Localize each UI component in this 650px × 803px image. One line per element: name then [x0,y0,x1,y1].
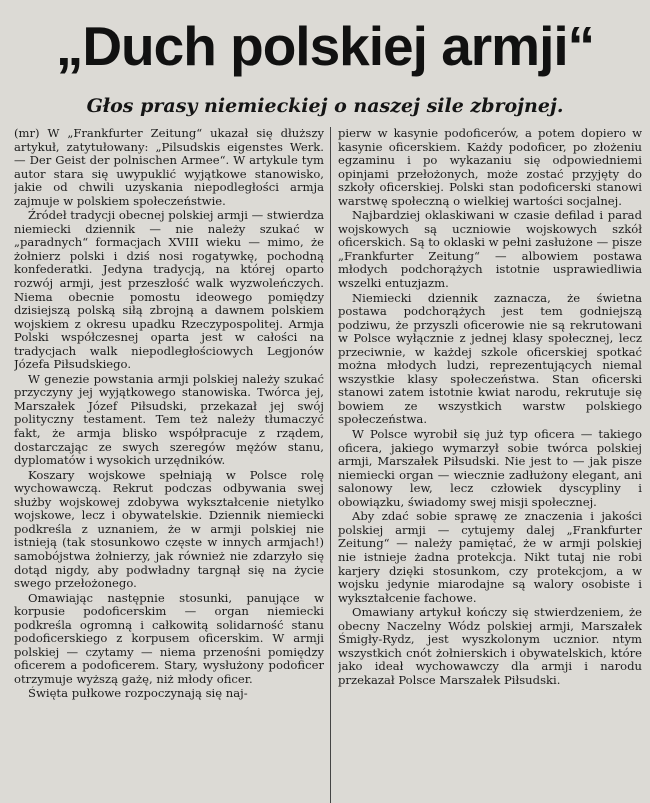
left-column [14,127,324,803]
paragraph: Święta pułkowe rozpoczynają się naj- [28,686,248,701]
paragraph: W genezie powstania armji polskiej należy szukać przyczyny jej wyjątkowego stanowiska. Twórca jej, Marszałek Józef Piłsudski, przekazał jej swój polityczny testament. Tem też należy tłumaczyć fakt, że armja blisko współpracuje z rządem, dostarczając ze swych szeregów mężów stanu, dyplomatów i wysokich urzędników. [14,371,324,468]
paragraph: Omawiając następnie stosunki, panujące w korpusie podoficerskim — organ niemiecki podkreśla ogromną i całkowitą solidarność stanu podoficerskiego z korpusem oficerskim. W armji polskiej — czytamy — niema przenośni pomiędzy oficerem a podoficerem. Stary, wysłużony podoficer otrzymuje wyższą gażę, niż młody oficer. [14,590,324,686]
column-divider [330,127,331,803]
paragraph: Aby zdać sobie sprawę ze znaczenia i jakości polskiej armji — cytujemy dalej „Frankfurter Zeitung“ — należy pamiętać, że w armji polskiej nie istnieje żadna protekcja. Nikt tutaj nie robi karjery dzięki stosunkom, czy protekcjom, a w wojsku jedynie miarodajne są walory osobiste i wykształcenie fachowe. [338,509,642,605]
paragraph: Koszary wojskowe spełniają w Polsce rolę wychowawczą. Rekrut podczas odbywania swej służby wojskowej zdobywa wykształcenie nietylko wojskowe, lecz i obywatelskie. Dziennik niemiecki podkreśla z uznaniem, że w armji polskiej nie istnieją (tak stosunkowo częste w innych armjach!) samobójstwa żołnierzy, jak również nie zdarzyło się dotąd nigdy, aby podwładny targnął się na życie swego przełożonego. [14,467,324,591]
paragraph: pierw w kasynie podoficerów, a potem dopiero w kasynie oficerskiem. Każdy podoficer, po złożeniu egzaminu i po wykazaniu się odpowiedniemi opinjami przełożonych, może zostać przyjęty do szkoły oficerskiej. Polski stan podoficerski stanowi warstwę społeczną o wielkiej wartości socjalnej. [338,127,642,208]
paragraph: (mr) W „Frankfurter Zeitung“ ukazał się dłuższy artykuł, zatytułowany: „Pilsudskis eigenstes Werk. — Der Geist der polnischen Armee“. W artykule tym autor stara się uwypuklić wyjątkowe stanowisko, jakie od chwili uzyskania niepodległości armja zajmuje w polskiem społeczeństwie. [14,127,324,208]
subtitle: Głos prasy niemieckiej o naszej sile zbrojnej. [86,95,564,117]
paragraph: Najbardziej oklaskiwani w czasie defilad i parad wojskowych są uczniowie wojskowych szkół oficerskich. Są to oklaski w pełni zasłużone — pisze „Frankfurter Zeitung“ — albowiem postawa młodych podchorążych istotnie usprawiedliwia wszelki entuzjazm. [338,208,642,291]
paragraph: Niemiecki dziennik zaznacza, że świetna postawa podchorążych jest tem godniejszą podziwu, że przyszli oficerowie nie są rekrutowani w Polsce wyłącznie z jednej klasy społecznej, lecz przeciwnie, w każdej szkole oficerskiej spotkać można młodych ludzi, reprezentujących niemal wszystkie klasy społeczeństwa. Stan oficerski stanowi zatem istotnie kwiat narodu, rekrutuje się bowiem ze wszystkich warstw polskiego społeczeństwa. [338,290,642,427]
paragraph: Omawiany artykuł kończy się stwierdzeniem, że obecny Naczelny Wódz polskiej armji, Marszałek Śmigły-Rydz, jest wyszkolonym ucznior. ntym wszystkich cnót żołnierskich i obywatelskich, które jako ideał wychowawczy dla armji i narodu przekazał Polsce Marszałek Piłsudski. [338,605,642,687]
paragraph: Źródeł tradycji obecnej polskiej armji — stwierdza niemiecki dziennik — nie należy szukać w „paradnych“ formacjach XVIII wieku — mimo, że żołnierz polski i dziś nosi rogatywkę, pochodną konfederatki. Jedyna tradycją, na której oparto rozwój armji, jest przeszłość walk wyzwoleńczych. Niema obecnie pomostu ideowego pomiędzy dzisiejszą polską siłą zbrojną a dawnem polskiem wojskiem z okresu upadku Rzeczypospolitej. Armja Polski współczesnej oparta jest w całości na tradycjach walk niepodległościowych Legjonów Józefa Piłsudskiego. [14,208,324,372]
paragraph: W Polsce wyrobił się już typ oficera — takiego oficera, jakiego wymarzył sobie twórca polskiej armji, Marszałek Piłsudski. Nie jest to — jak pisze niemiecki organ — wiecznie zadłużony elegant, ani salonowy lew, lecz człowiek dyscypliny i obowiązku, świadomy swej misji społecznej. [338,427,642,509]
right-column [338,127,642,803]
headline: „Duch polskiej armji“ [55,15,595,77]
